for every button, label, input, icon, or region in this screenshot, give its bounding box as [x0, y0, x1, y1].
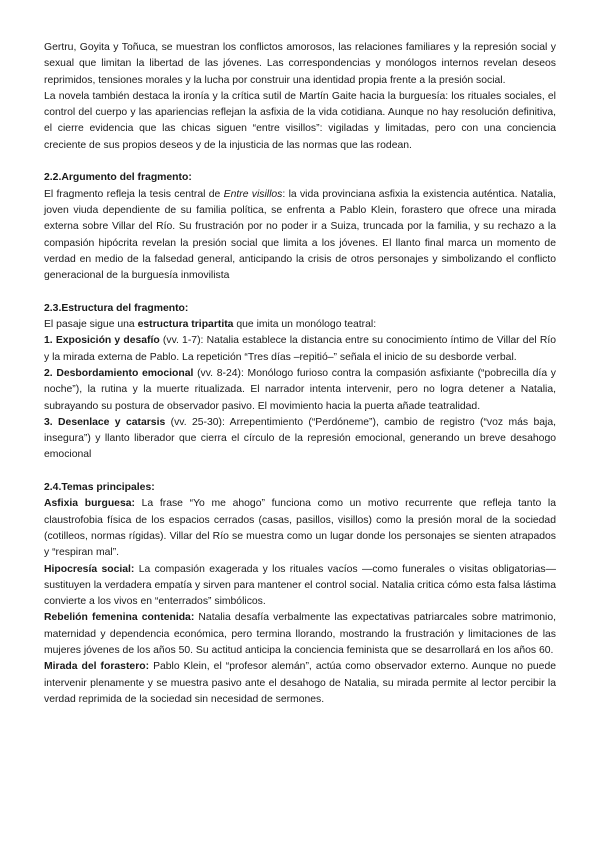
tema-item-label: Rebelión femenina contenida: — [44, 612, 195, 624]
intro-paragraph-2: La novela también destaca la ironía y la crítica sutil de Martín Gaite hacia la burguesía: los rituales sociales, el control del cuerpo y las apariencias reflejan la asfixia de la vida cotidiana. Aunque no hay resolución definitiva, el cierre evidencia que las chicas siguen “entre visillos”: vigiladas y limitadas, pero con una conciencia creciente de sus propios deseos y de la injusticia de las normas que las rodean. — [44, 90, 556, 151]
argumento-paragraph: El fragmento refleja la tesis central de Entre visillos: la vida provinciana asfixia la existencia auténtica. Natalia, joven viuda dependiente de su familia política, se enfrenta a Pablo Klein, forastero que ofrece una mirada externa sobre Villar del Río. Su frustración por no poder ir a Suiza, truncada por la familia, y su rechazo a la compasión hipócrita revelan la presión social que limita a los jóvenes. El llanto final marca un momento de verdad en medio de la falsedad general, anticipando la crisis de otros personajes y simbolizando el conflicto generacional de la burguesía inmovilista — [44, 188, 557, 282]
estructura-intro: El pasaje sigue una estructura tripartita que imita un monólogo teatral: — [44, 319, 377, 331]
estructura-item-label: 1. Exposición y desafío — [44, 335, 160, 347]
tema-item: Hipocresía social: La compasión exagerada y los rituales vacíos —como funerales o visitas obligatorias— sustituyen la verdadera empatía y sirven para mantener el control social. Natalia critica cómo esta falsa lástima convierte a los vivos en “enterrados” simbólicos. — [44, 563, 557, 608]
tema-item-label: Hipocresía social: — [44, 563, 135, 575]
estructura-item: 1. Exposición y desafío (vv. 1-7): Natalia establece la distancia entre su conocimiento íntimo de Villar del Río y la mirada externa de Pablo. La repetición “Tres días –repitió–” señala el inicio de su desborde verbal. — [44, 335, 556, 363]
estructura-item: 2. Desbordamiento emocional (vv. 8-24): Monólogo furioso contra la compasión asfixiante (“pobrecilla día y noche”), la rutina y la muerte ritualizada. El narrador intenta intervenir, pero no logra detener a Natalia, subrayando su postura de observador pasivo. El movimiento hacia la puerta añade teatralidad. — [44, 367, 556, 412]
estructura-item-label: 2. Desbordamiento emocional — [44, 367, 194, 379]
estructura-item: 3. Desenlace y catarsis (vv. 25-30): Arrepentimiento (“Perdóneme”), cambio de registro (“voz más baja, insegura”) y llanto liberador que cierra el círculo de la represión emocional, generando un breve desahogo emocional — [44, 416, 556, 461]
section-heading-temas: 2.4.Temas principales: — [44, 482, 155, 494]
tema-item: Rebelión femenina contenida: Natalia desafía verbalmente las expectativas patriarcales sobre matrimonio, maternidad y dependencia económica, pero termina llorando, mostrando la frustración y limitaciones de las mujeres jóvenes de los años 50. Su actitud anticipa la conciencia feminista que se desarrollará en los años 60. — [44, 612, 556, 656]
section-heading-argumento: 2.2.Argumento del fragmento: — [44, 172, 192, 184]
section-heading-estructura: 2.3.Estructura del fragmento: — [44, 302, 189, 314]
novel-title: Entre visillos — [223, 188, 283, 200]
estructura-item-label: 3. Desenlace y catarsis — [44, 416, 166, 428]
tema-item: Asfixia burguesa: La frase “Yo me ahogo” funciona como un motivo recurrente que refleja tanto la claustrofobia física de los espacios cerrados (casas, pasillos, visillos) como la presión moral de la sociedad (cotilleos, normas rígidas). Villar del Río se muestra como un lugar donde los personajes se sienten atrapados y “respiran mal”. — [44, 498, 556, 559]
tema-item-label: Mirada del forastero: — [44, 661, 150, 673]
tema-item: Mirada del forastero: Pablo Klein, el “profesor alemán”, actúa como observador externo. Aunque no puede intervenir plenamente y se muestra pasivo ante el desahogo de Natalia, su mirada permite al lector percibir la verdad reprimida de la sociedad sin necesidad de sermones. — [44, 661, 556, 705]
intro-paragraph-1: Gertru, Goyita y Toñuca, se muestran los conflictos amorosos, las relaciones familiares y la represión social y sexual que limitan la libertad de las jóvenes. Las correspondencias y monólogos internos revelan deseos reprimidos, tensiones morales y la lucha por construir una identidad propia frente a la presión social. — [44, 42, 556, 86]
tema-item-label: Asfixia burguesa: — [44, 498, 135, 510]
